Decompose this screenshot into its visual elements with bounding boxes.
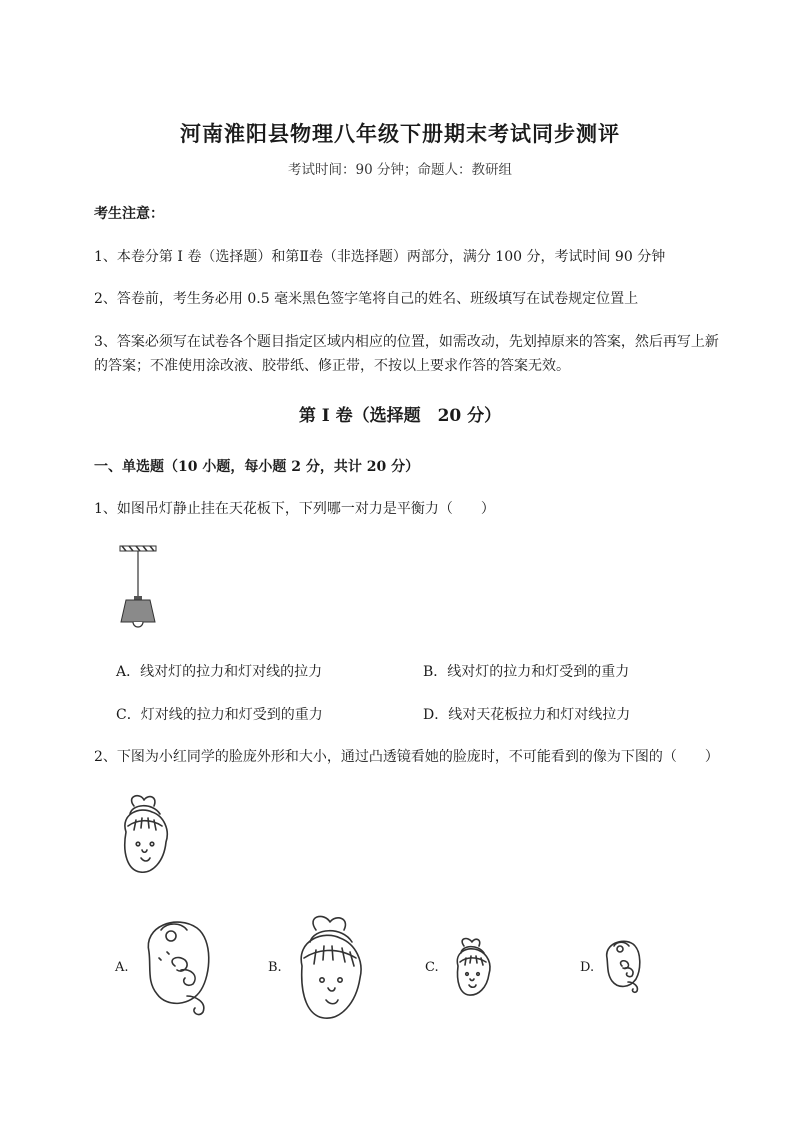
question-1-option-a[interactable]: A．线对灯的拉力和灯对线的拉力 xyxy=(116,664,323,680)
enlarged-face-b-icon xyxy=(290,912,370,1030)
part-heading: 一、单选题（10 小题，每小题 2 分，共计 20 分） xyxy=(94,459,420,475)
section-title: 第 I 卷（选择题 20 分） xyxy=(298,406,502,426)
question-2-option-c[interactable]: C. xyxy=(425,960,439,975)
question-2-option-d[interactable]: D. xyxy=(580,960,595,975)
page-title: 河南淮阳县物理八年级下册期末考试同步测评 xyxy=(180,121,620,146)
notice-item-3: 3、答案必须写在试卷各个题目指定区域内相应的位置，如需改动，先划掉原来的答案，然后再写上新 xyxy=(94,334,719,350)
question-1-option-d[interactable]: D．线对天花板拉力和灯对线拉力 xyxy=(423,707,631,723)
small-face-c-icon xyxy=(448,936,496,1002)
question-1-option-c[interactable]: C．灯对线的拉力和灯受到的重力 xyxy=(116,707,323,723)
notice-heading: 考生注意： xyxy=(94,206,164,222)
notice-item-1: 1、本卷分第 I 卷（选择题）和第Ⅱ卷（非选择题）两部分，满分 100 分，考试时间 90 分钟 xyxy=(94,249,666,265)
hanging-lamp-icon xyxy=(112,540,162,635)
distorted-face-a-icon xyxy=(137,912,217,1022)
notice-item-3-cont: 的答案；不准使用涂改液、胶带纸、修正带，不按以上要求作答的答案无效。 xyxy=(94,358,570,374)
girl-face-icon xyxy=(112,792,177,880)
question-2-stem: 2、下图为小红同学的脸庞外形和大小，通过凸透镜看她的脸庞时，不可能看到的像为下图的（ ） xyxy=(94,749,719,765)
question-2-option-b[interactable]: B. xyxy=(268,960,282,975)
question-1-option-b[interactable]: B．线对灯的拉力和灯受到的重力 xyxy=(423,664,630,680)
notice-item-2: 2、答卷前，考生务必用 0.5 毫米黑色签字笔将自己的姓名、班级填写在试卷规定位置上 xyxy=(94,291,639,307)
small-distorted-face-d-icon xyxy=(601,936,645,996)
question-2-option-a[interactable]: A. xyxy=(115,960,129,975)
question-1-stem: 1、如图吊灯静止挂在天花板下，下列哪一对力是平衡力（ ） xyxy=(94,501,495,517)
exam-info: 考试时间：90 分钟；命题人：教研组 xyxy=(288,162,512,178)
